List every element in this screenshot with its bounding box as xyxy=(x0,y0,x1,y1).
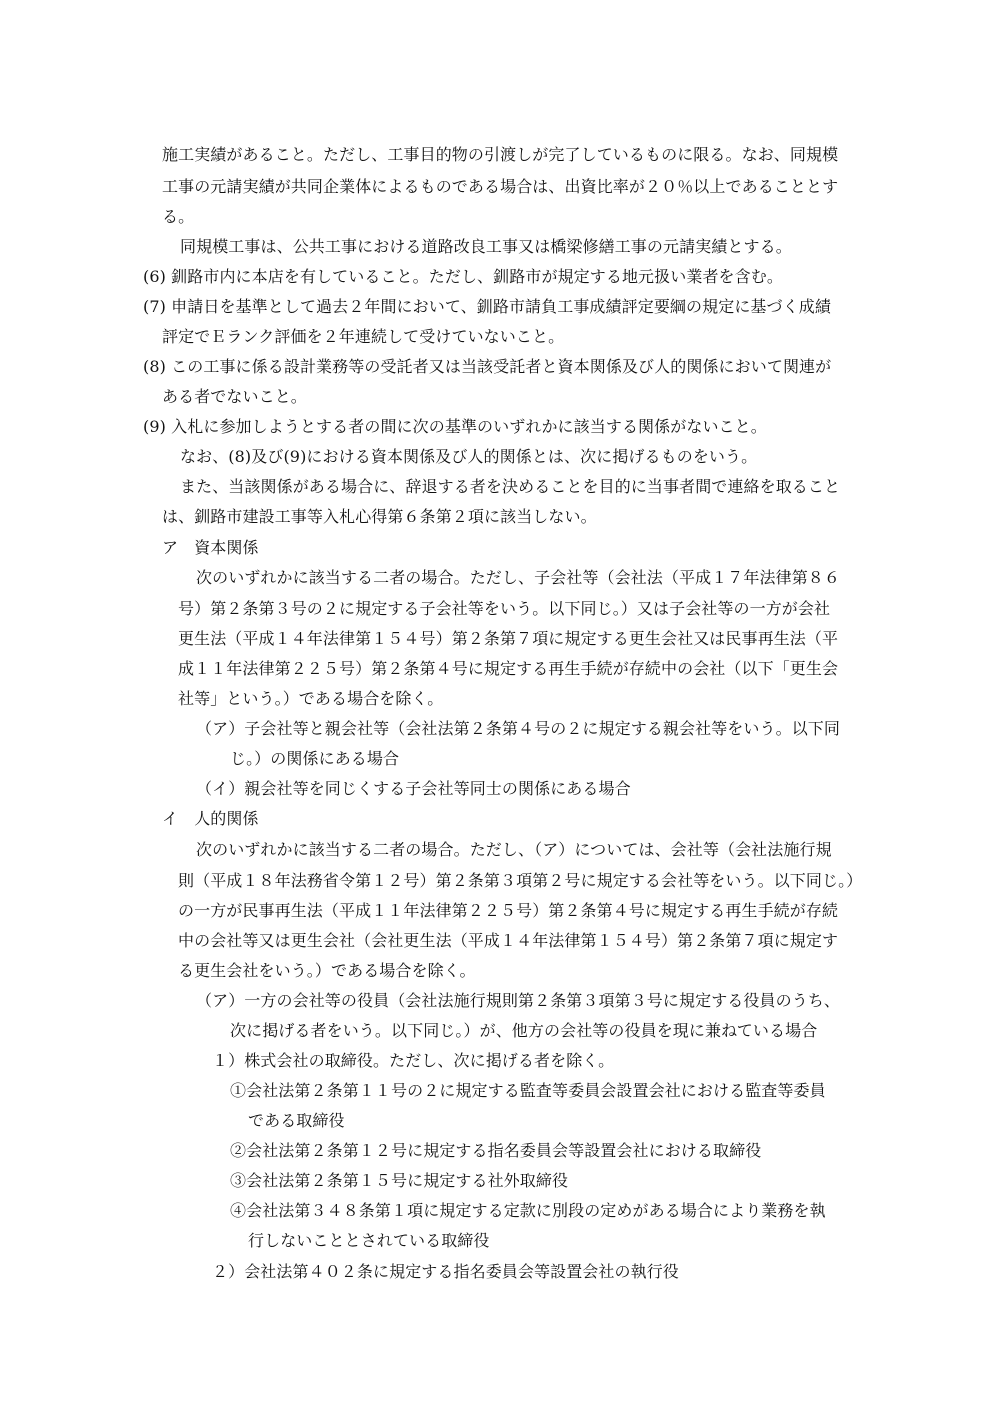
circled-item-1: ①会社法第２条第１１号の２に規定する監査等委員会設置会社における監査等委員 xyxy=(230,1081,826,1100)
sub-item-a1-cont: じ。）の関係にある場合 xyxy=(230,749,400,768)
paragraph-line: 施工実績があること。ただし、工事目的物の引渡しが完了しているものに限る。なお、同規模 xyxy=(162,145,839,164)
list-item-8-cont: ある者でないこと。 xyxy=(162,387,307,406)
paragraph-line: また、当該関係がある場合に、辞退する者を決めることを目的に当事者間で連絡を取ること xyxy=(180,477,841,496)
paragraph-line: なお、(8)及び(9)における資本関係及び人的関係とは、次に掲げるものをいう。 xyxy=(180,447,758,466)
circled-item-4-cont: 行しないこととされている取締役 xyxy=(248,1231,490,1250)
sub-item-a1: （ア）子会社等と親会社等（会社法第２条第４号の２に規定する親会社等をいう。以下同 xyxy=(196,719,841,738)
paragraph-line: 同規模工事は、公共工事における道路改良工事又は橋梁修繕工事の元請実績とする。 xyxy=(180,237,792,256)
paragraph-line: 則（平成１８年法務省令第１２号）第２条第３項第２号に規定する会社等をいう。以下同じ。） xyxy=(178,871,863,890)
paragraph-line: 成１１年法律第２２５号）第２条第４号に規定する再生手続が存続中の会社（以下「更生会 xyxy=(178,659,839,678)
section-heading-i: イ 人的関係 xyxy=(162,809,259,828)
section-heading-a: ア 資本関係 xyxy=(162,538,259,557)
paragraph-line: 社等」という。）である場合を除く。 xyxy=(178,689,444,708)
circled-item-2: ②会社法第２条第１２号に規定する指名委員会等設置会社における取締役 xyxy=(230,1141,762,1160)
list-item-8: (8) この工事に係る設計業務等の受託者又は当該受託者と資本関係及び人的関係において関連が xyxy=(143,357,832,376)
circled-item-3: ③会社法第２条第１５号に規定する社外取締役 xyxy=(230,1171,569,1190)
paragraph-line: 工事の元請実績が共同企業体によるものである場合は、出資比率が２０％以上であることとす xyxy=(162,177,839,196)
sub-item-i1: （ア）一方の会社等の役員（会社法施行規則第２条第３項第３号に規定する役員のうち、 xyxy=(196,991,841,1010)
list-item-9: (9) 入札に参加しようとする者の間に次の基準のいずれかに該当する関係がないこと。 xyxy=(143,417,767,436)
paragraph-line: 更生法（平成１４年法律第１５４号）第２条第７項に規定する更生会社又は民事再生法（平 xyxy=(178,629,839,648)
sub-item-i1-cont: 次に掲げる者をいう。以下同じ。）が、他方の会社等の役員を現に兼ねている場合 xyxy=(230,1021,818,1040)
circled-item-4: ④会社法第３４８条第１項に規定する定款に別段の定めがある場合により業務を執 xyxy=(230,1201,826,1220)
paragraph-line: 次のいずれかに該当する二者の場合。ただし、（ア）については、会社等（会社法施行規 xyxy=(196,840,832,859)
paragraph-line: 次のいずれかに該当する二者の場合。ただし、子会社等（会社法（平成１７年法律第８６ xyxy=(196,568,841,587)
paragraph-line: る更生会社をいう。）である場合を除く。 xyxy=(178,961,476,980)
list-item-7: (7) 申請日を基準として過去２年間において、釧路市請負工事成績評定要綱の規定に基づく成績 xyxy=(143,297,831,316)
sub-item-a2: （イ）親会社等を同じくする子会社等同士の関係にある場合 xyxy=(196,779,631,798)
list-item-6: (6) 釧路市内に本店を有していること。ただし、釧路市が規定する地元扱い業者を含む。 xyxy=(143,267,783,286)
sub-sub-item-2: ２）会社法第４０２条に規定する指名委員会等設置会社の執行役 xyxy=(212,1262,679,1281)
list-item-7-cont: 評定でＥランク評価を２年連続して受けていないこと。 xyxy=(162,327,565,346)
paragraph-line: 中の会社等又は更生会社（会社更生法（平成１４年法律第１５４号）第２条第７項に規定す xyxy=(178,931,839,950)
paragraph-line: は、釧路市建設工事等入札心得第６条第２項に該当しない。 xyxy=(162,507,597,526)
paragraph-line: る。 xyxy=(162,207,195,226)
circled-item-1-cont: である取締役 xyxy=(248,1111,345,1130)
paragraph-line: 号）第２条第３号の２に規定する子会社等をいう。以下同じ。）又は子会社等の一方が会社 xyxy=(178,599,831,618)
sub-sub-item-1: １）株式会社の取締役。ただし、次に掲げる者を除く。 xyxy=(212,1051,615,1070)
paragraph-line: の一方が民事再生法（平成１１年法律第２２５号）第２条第４号に規定する再生手続が存続 xyxy=(178,901,839,920)
